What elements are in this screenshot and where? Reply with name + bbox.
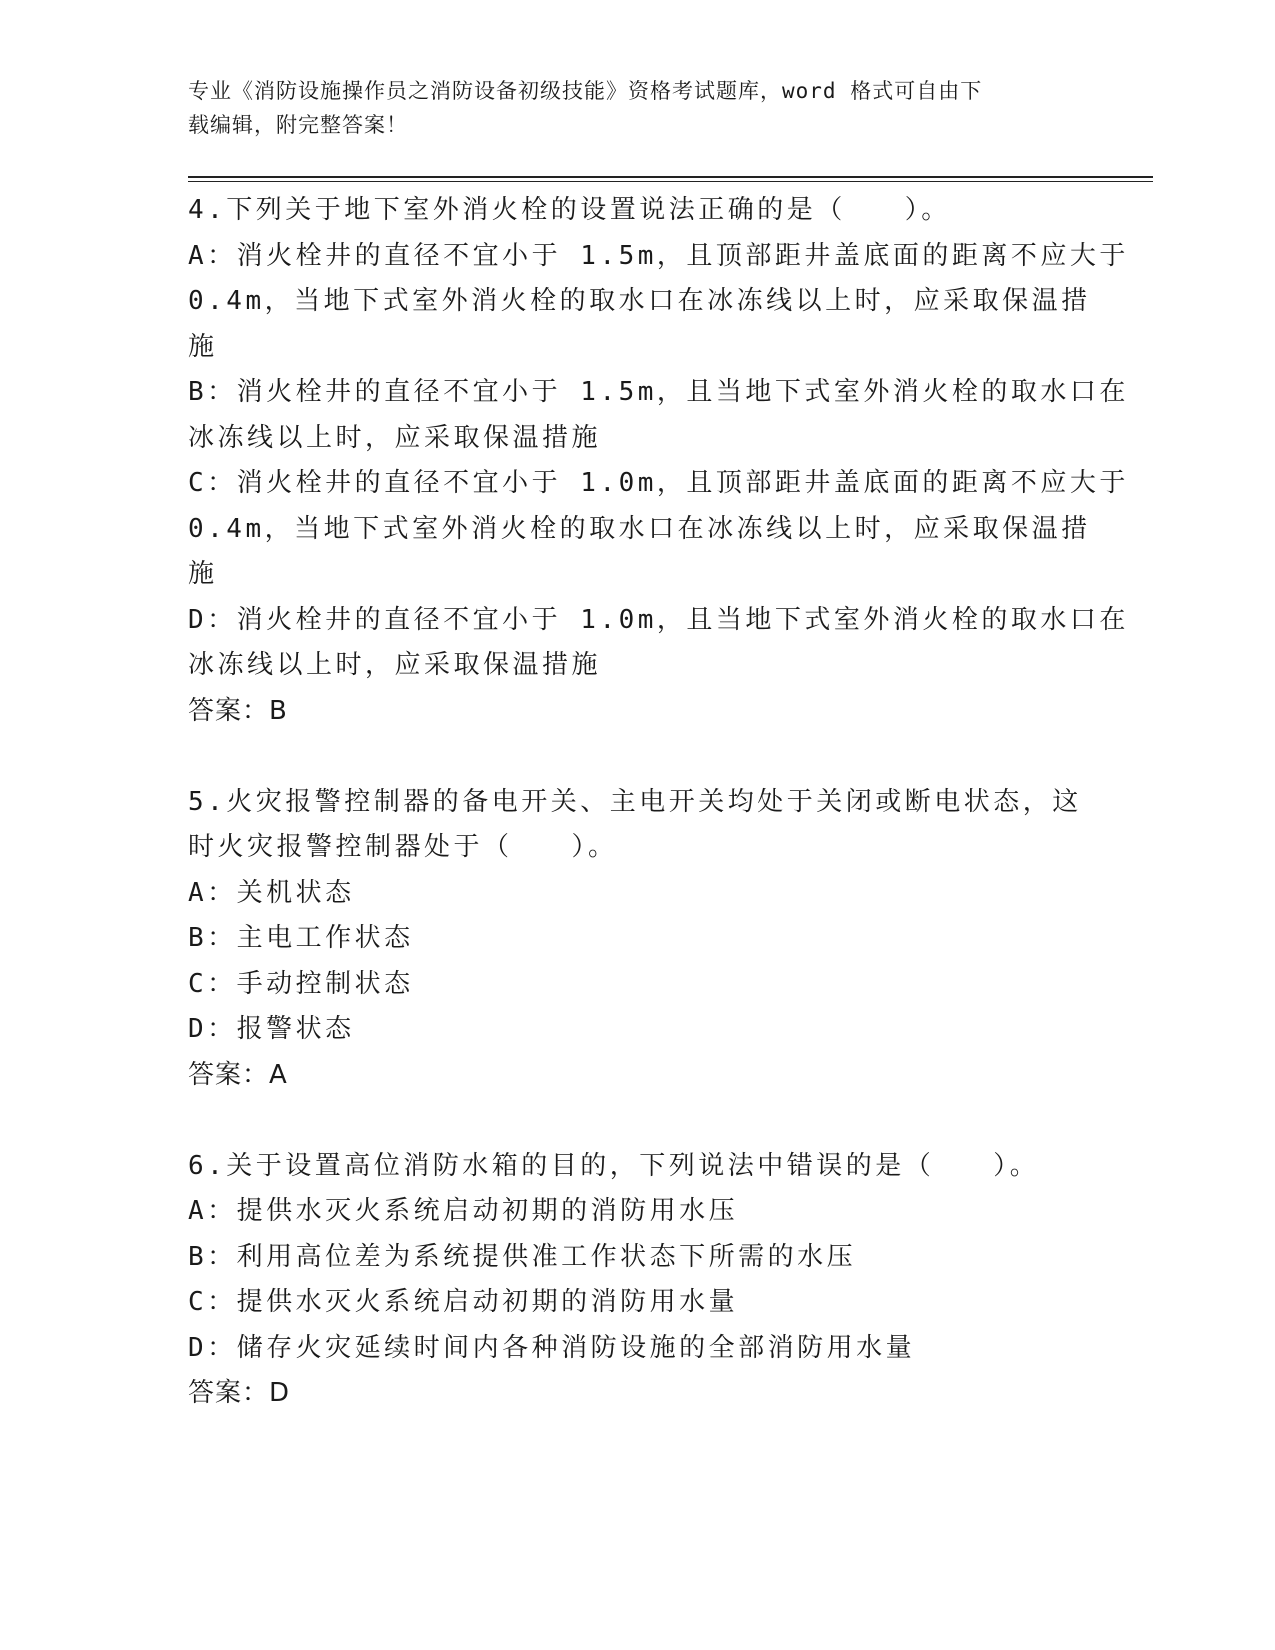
option-line: D：报警状态 — [188, 1014, 355, 1044]
option-line: 0.4m，当地下式室外消火栓的取水口在冰冻线以上时，应采取保温措 — [188, 286, 1091, 316]
option-line: 冰冻线以上时，应采取保温措施 — [188, 422, 602, 453]
option-line: 冰冻线以上时，应采取保温措施 — [188, 650, 602, 680]
answer-line: 答案：D — [188, 1378, 291, 1408]
option-line: C：提供水灭火系统启动初期的消防用水量 — [188, 1287, 739, 1317]
option-line: 施 — [188, 331, 218, 362]
answer-line: 答案：A — [188, 1059, 288, 1090]
question-list — [188, 188, 1129, 1417]
question-stem-line: 6.关于设置高位消防水箱的目的，下列说法中错误的是（ ）。 — [188, 1150, 1040, 1181]
option-line: D：储存火灾延续时间内各种消防设施的全部消防用水量 — [188, 1332, 916, 1363]
option-line: A：关机状态 — [188, 877, 355, 908]
question-block — [188, 1144, 1088, 1417]
document-header — [188, 74, 1068, 142]
header-line-2: 载编辑，附完整答案！ — [188, 113, 408, 137]
question-stem-line: 4.下列关于地下室外消火栓的设置说法正确的是（ ）。 — [188, 195, 951, 225]
option-line: C：手动控制状态 — [188, 968, 414, 999]
option-line: B：主电工作状态 — [188, 923, 414, 953]
answer-line: 答案：B — [188, 695, 288, 726]
option-line: A：提供水灭火系统启动初期的消防用水压 — [188, 1196, 739, 1226]
question-block — [188, 780, 1088, 1099]
option-line: 0.4m，当地下式室外消火栓的取水口在冰冻线以上时，应采取保温措 — [188, 513, 1091, 544]
question-spacer — [188, 734, 1088, 780]
header-line-1: 专业《消防设施操作员之消防设备初级技能》资格考试题库，word 格式可自由下 — [188, 79, 983, 103]
option-line: A：消火栓井的直径不宜小于 1.5m，且顶部距井盖底面的距离不应大于 — [188, 240, 1129, 271]
question-block — [188, 188, 1129, 734]
header-divider-thick — [188, 176, 1153, 178]
option-line: C：消火栓井的直径不宜小于 1.0m，且顶部距井盖底面的距离不应大于 — [188, 468, 1129, 498]
question-stem-line: 时火灾报警控制器处于（ ）。 — [188, 832, 618, 862]
option-line: B：消火栓井的直径不宜小于 1.5m，且当地下式室外消火栓的取水口在 — [188, 377, 1129, 407]
option-line: 施 — [188, 559, 218, 589]
question-spacer — [188, 1098, 1088, 1144]
question-stem-line: 5.火灾报警控制器的备电开关、主电开关均处于关闭或断电状态，这 — [188, 786, 1082, 817]
header-divider-thin — [188, 181, 1153, 182]
option-line: D：消火栓井的直径不宜小于 1.0m，且当地下式室外消火栓的取水口在 — [188, 604, 1129, 635]
option-line: B：利用高位差为系统提供准工作状态下所需的水压 — [188, 1241, 857, 1272]
